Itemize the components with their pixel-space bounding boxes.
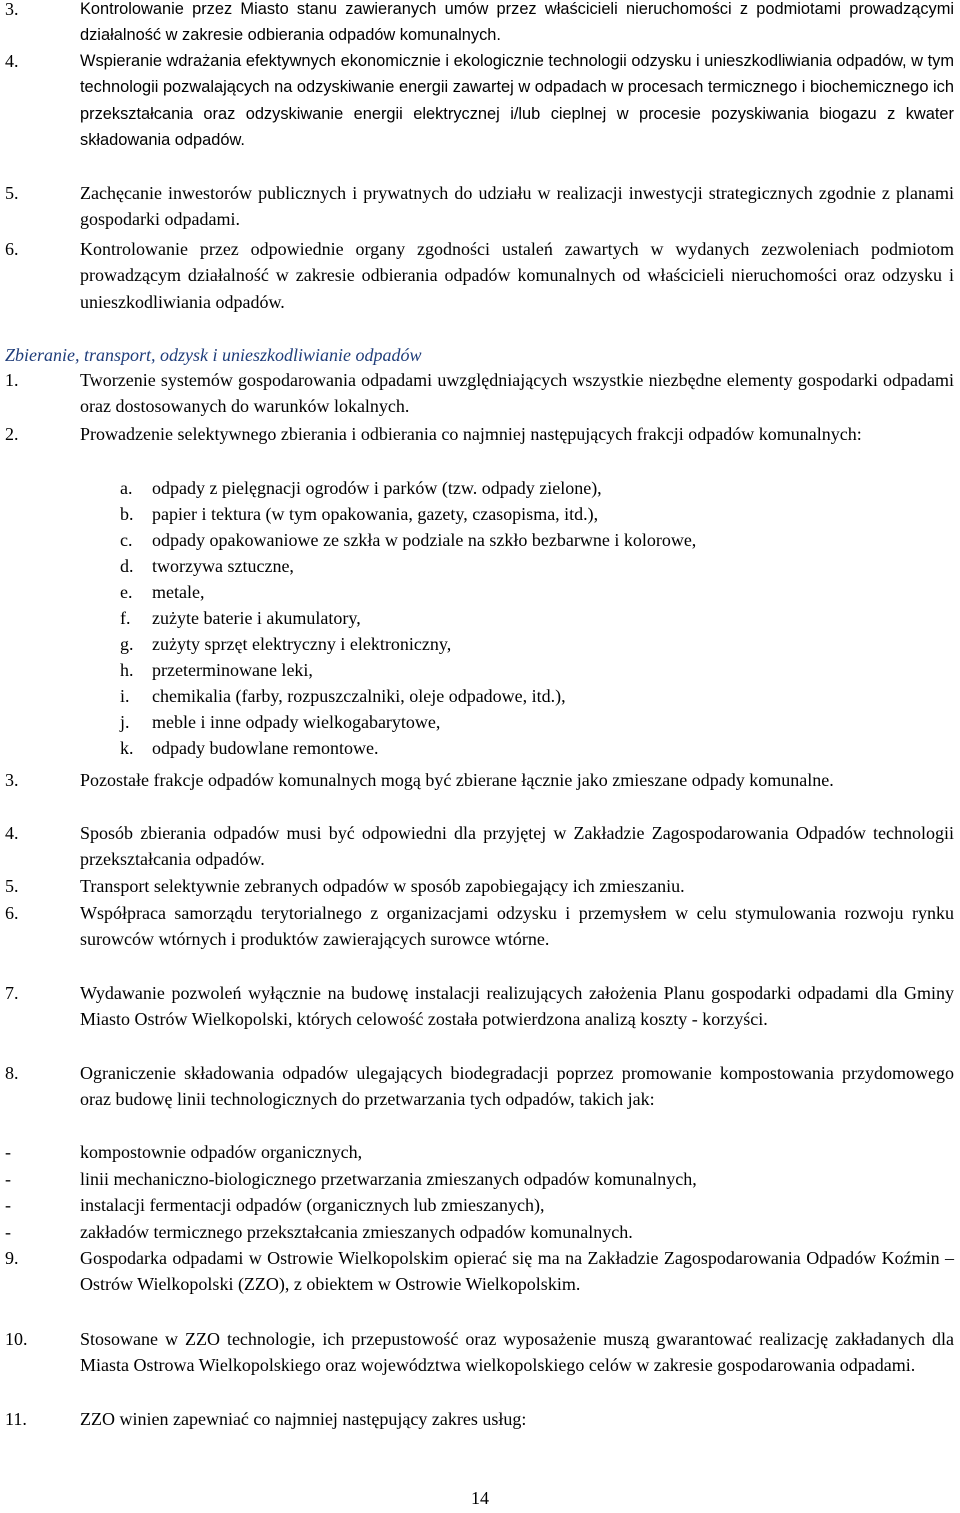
item-number: 8.	[5, 1063, 19, 1083]
item-number: 3.	[5, 0, 19, 19]
dash-text: zakładów termicznego przekształcania zmieszanych odpadów komunalnych.	[80, 1222, 633, 1242]
fraction-letter: b.	[120, 504, 134, 524]
item-text: Sposób zbierania odpadów musi być odpowiedni dla przyjętej w Zakładzie Zagospodarowania Odpadów technologii przekształcania odpadów.	[80, 823, 954, 870]
fraction-text: papier i tektura (w tym opakowania, gazety, czasopisma, itd.),	[152, 504, 599, 524]
dash-text: kompostownie odpadów organicznych,	[80, 1142, 363, 1162]
fraction-letter: i.	[120, 686, 130, 706]
fraction-text: odpady budowlane remontowe.	[152, 738, 379, 758]
item-text: Transport selektywnie zebranych odpadów w sposób zapobiegający ich zmieszaniu.	[80, 876, 685, 896]
item-number: 3.	[5, 770, 19, 790]
fraction-letter: h.	[120, 660, 134, 680]
fraction-letter: k.	[120, 738, 134, 758]
item-number: 2.	[5, 424, 19, 444]
item-number: 9.	[5, 1248, 19, 1268]
dash-marker: -	[5, 1142, 11, 1162]
fraction-letter: f.	[120, 608, 131, 628]
fraction-letter: e.	[120, 582, 133, 602]
item-text: ZZO winien zapewniać co najmniej następujący zakres usług:	[80, 1409, 527, 1429]
item-text: Kontrolowanie przez Miasto stanu zawieranych umów przez właścicieli nieruchomości z podmiotami prowadzącymi działalność w zakresie odbierania odpadów komunalnych.	[80, 0, 954, 45]
dash-marker: -	[5, 1222, 11, 1242]
dash-text: linii mechaniczno-biologicznego przetwarzania zmieszanych odpadów komunalnych,	[80, 1169, 697, 1189]
item-text: Ograniczenie składowania odpadów ulegających biodegradacji poprzez promowanie kompostowania przydomowego oraz budowę linii technologicznych do przetwarzania tych odpadów, takich jak:	[80, 1063, 954, 1110]
fraction-letter: c.	[120, 530, 133, 550]
item-number: 4.	[5, 51, 19, 71]
fraction-text: odpady opakowaniowe ze szkła w podziale na szkło bezbarwne i kolorowe,	[152, 530, 697, 550]
item-number: 6.	[5, 239, 19, 259]
fraction-letter: g.	[120, 634, 134, 654]
fraction-text: przeterminowane leki,	[152, 660, 313, 680]
fraction-letter: d.	[120, 556, 134, 576]
item-text: Tworzenie systemów gospodarowania odpadami uwzględniających wszystkie niezbędne elementy gospodarki odpadami oraz dostosowanych do warunków lokalnych.	[80, 370, 954, 417]
section-heading: Zbieranie, transport, odzysk i unieszkodliwianie odpadów	[5, 345, 422, 365]
dash-marker: -	[5, 1169, 11, 1189]
item-text: Prowadzenie selektywnego zbierania i odbierania co najmniej następujących frakcji odpadów komunalnych:	[80, 424, 862, 444]
item-number: 11.	[5, 1409, 27, 1429]
item-number: 6.	[5, 903, 19, 923]
item-text: Zachęcanie inwestorów publicznych i prywatnych do udziału w realizacji inwestycji strategicznych zgodnie z planami gospodarki odpadami.	[80, 183, 954, 230]
item-number: 5.	[5, 183, 19, 203]
item-number: 1.	[5, 370, 19, 390]
item-text: Gospodarka odpadami w Ostrowie Wielkopolskim opierać się ma na Zakładzie Zagospodarowania Odpadów Koźmin – Ostrów Wielkopolski (ZZO), z obiektem w Ostrowie Wielkopolskim.	[80, 1248, 954, 1295]
dash-marker: -	[5, 1195, 11, 1215]
item-number: 4.	[5, 823, 19, 843]
fraction-letter: j.	[120, 712, 130, 732]
fraction-text: meble i inne odpady wielkogabarytowe,	[152, 712, 441, 732]
fraction-text: tworzywa sztuczne,	[152, 556, 294, 576]
item-text: Kontrolowanie przez odpowiednie organy zgodności ustaleń zawartych w wydanych zezwoleniach podmiotom prowadzącym działalność w zakresie odbierania odpadów komunalnych od właścicieli nieruchomości oraz odzysku i unieszkodliwiania odpadów.	[80, 239, 954, 312]
fraction-text: zużyty sprzęt elektryczny i elektroniczny,	[152, 634, 452, 654]
fraction-text: zużyte baterie i akumulatory,	[152, 608, 361, 628]
item-text: Pozostałe frakcje odpadów komunalnych mogą być zbierane łącznie jako zmieszane odpady komunalne.	[80, 770, 834, 790]
item-text: Współpraca samorządu terytorialnego z organizacjami odzysku i przemysłem w celu stymulowania rozwoju rynku surowców wtórnych i produktów zawierających surowce wtórne.	[80, 903, 954, 950]
item-text: Wspieranie wdrażania efektywnych ekonomicznie i ekologicznie technologii odzysku i unieszkodliwiania odpadów, w tym technologii pozwalających na odzyskiwanie energii zawartej w odpadach w procesach termicznego i biochemicznego ich przekształcania oraz odzyskiwanie energii elektrycznej i/lub cieplnej w procesie pozyskiwania biogazu z kwater składowania odpadów.	[80, 52, 954, 149]
fraction-text: odpady z pielęgnacji ogrodów i parków (tzw. odpady zielone),	[152, 478, 602, 498]
fraction-letter: a.	[120, 478, 133, 498]
item-text: Stosowane w ZZO technologie, ich przepustowość oraz wyposażenie muszą gwarantować realizację zakładanych dla Miasta Ostrowa Wielkopolskiego oraz województwa wielkopolskiego celów w zakresie gospodarowania odpadami.	[80, 1329, 954, 1376]
fraction-text: chemikalia (farby, rozpuszczalniki, oleje odpadowe, itd.),	[152, 686, 566, 706]
item-number: 7.	[5, 983, 19, 1003]
item-number: 10.	[5, 1329, 28, 1349]
page-number: 14	[471, 1488, 489, 1508]
item-text: Wydawanie pozwoleń wyłącznie na budowę instalacji realizujących założenia Planu gospodarki odpadami dla Gminy Miasto Ostrów Wielkopolski, których celowość została potwierdzona analizą koszty - korzyści.	[80, 983, 954, 1030]
dash-text: instalacji fermentacji odpadów (organicznych lub zmieszanych),	[80, 1195, 545, 1215]
fraction-text: metale,	[152, 582, 205, 602]
item-number: 5.	[5, 876, 19, 896]
